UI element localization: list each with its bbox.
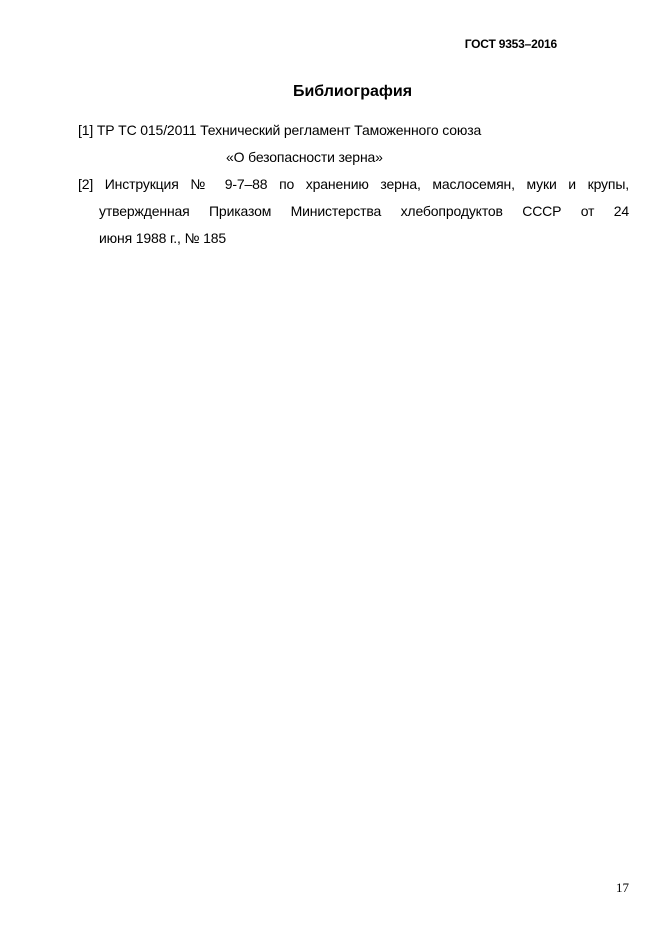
bibliography-entry-2-line-1: [2] Инструкция № 9-7–88 по хранению зерна, маслосемян, муки и крупы, xyxy=(78,176,629,192)
document-code: ГОСТ 9353–2016 xyxy=(464,37,557,51)
bibliography-entry-2-line-3: июня 1988 г., № 185 xyxy=(99,230,227,246)
bibliography-entry-1 xyxy=(78,117,629,171)
section-title: Библиография xyxy=(292,83,413,100)
bibliography-entry-2-line-2: утвержденная Приказом Министерства хлебопродуктов СССР от 24 xyxy=(99,203,629,219)
bibliography-list xyxy=(78,117,629,252)
bibliography-entry-2 xyxy=(78,171,629,252)
bibliography-entry-1-line-1: [1] ТР ТС 015/2011 Технический регламент Таможенного союза xyxy=(78,122,482,138)
bibliography-entry-1-line-2: «О безопасности зерна» xyxy=(226,149,383,165)
page-number: 17 xyxy=(616,880,629,895)
